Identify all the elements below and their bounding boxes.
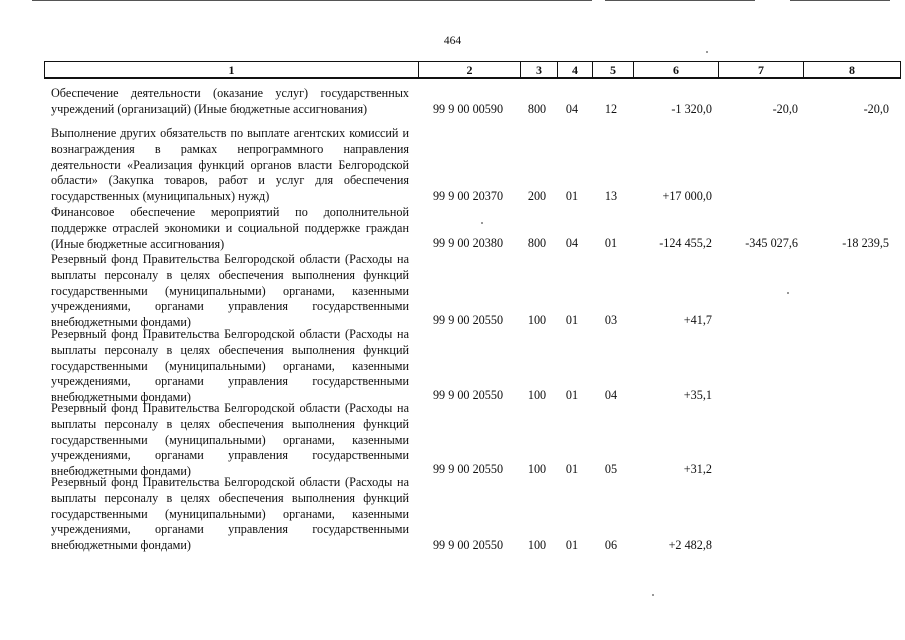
row-expense-type: 100 — [527, 313, 547, 328]
row-subsection: 12 — [604, 102, 618, 117]
column-header-2: 2 — [419, 62, 521, 79]
table-row — [0, 205, 905, 252]
row-section: 01 — [565, 189, 579, 204]
row-description: Резервный фонд Правительства Белгородской области (Расходы на выплаты персоналу в целях обеспечения выполнения функций государственными (муниципальными) органами, казенными учреждениями, органами управления государственными внебюджетными фондами) — [51, 252, 409, 330]
row-expense-type: 200 — [527, 189, 547, 204]
row-subsection: 01 — [604, 236, 618, 251]
row-description: Обеспечение деятельности (оказание услуг) государственных учреждений (организаций) (Иные бюджетные ассигнования) — [51, 86, 409, 116]
row-section: 01 — [565, 313, 579, 328]
row-amount-col8: -18 239,5 — [842, 236, 889, 251]
scan-speck — [706, 51, 708, 53]
row-subsection: 04 — [604, 388, 618, 403]
row-section: 01 — [565, 388, 579, 403]
scan-top-rule — [32, 0, 592, 1]
table-row — [0, 86, 905, 118]
row-subsection: 13 — [604, 189, 618, 204]
row-amount-col6: +41,7 — [683, 313, 712, 328]
row-section: 04 — [565, 236, 579, 251]
column-header-5: 5 — [593, 62, 634, 79]
scan-top-rule — [790, 0, 890, 1]
column-header-3: 3 — [521, 62, 558, 79]
row-amount-col6: +17 000,0 — [662, 189, 712, 204]
row-description: Выполнение других обязательств по выплате агентских комиссий и вознаграждения в рамках непрограммного направления деятельности «Реализация функций органов власти Белгородской области» (Закупка товаров, работ и услуг для обеспечения государственных (муниципальных) нужд) — [51, 126, 409, 204]
column-header-row — [44, 61, 901, 79]
row-description: Резервный фонд Правительства Белгородской области (Расходы на выплаты персоналу в целях обеспечения выполнения функций государственными (муниципальными) органами, казенными учреждениями, органами управления государственными внебюджетными фондами) — [51, 401, 409, 479]
row-description: Резервный фонд Правительства Белгородской области (Расходы на выплаты персоналу в целях обеспечения выполнения функций государственными (муниципальными) органами, казенными учреждениями, органами управления государственными внебюджетными фондами) — [51, 475, 409, 553]
table-row — [0, 327, 905, 404]
table-row — [0, 126, 905, 205]
row-subsection: 03 — [604, 313, 618, 328]
row-description: Финансовое обеспечение мероприятий по дополнительной поддержке отраслей экономики и социальной поддержке граждан (Иные бюджетные ассигнования) — [51, 205, 409, 251]
row-expense-type: 800 — [527, 102, 547, 117]
column-header-4: 4 — [558, 62, 593, 79]
row-code: 99 9 00 20550 — [432, 313, 504, 328]
table-row — [0, 401, 905, 478]
row-code: 99 9 00 20550 — [432, 388, 504, 403]
row-expense-type: 100 — [527, 462, 547, 477]
row-code: 99 9 00 00590 — [432, 102, 504, 117]
row-expense-type: 800 — [527, 236, 547, 251]
row-amount-col6: +2 482,8 — [668, 538, 712, 553]
column-header-8: 8 — [804, 62, 901, 79]
row-code: 99 9 00 20380 — [432, 236, 504, 251]
row-subsection: 05 — [604, 462, 618, 477]
row-code: 99 9 00 20550 — [432, 538, 504, 553]
row-amount-col7: -345 027,6 — [745, 236, 798, 251]
row-expense-type: 100 — [527, 388, 547, 403]
scan-top-rule — [605, 0, 755, 1]
row-code: 99 9 00 20370 — [432, 189, 504, 204]
column-header-1: 1 — [45, 62, 419, 79]
row-section: 01 — [565, 462, 579, 477]
row-amount-col6: +31,2 — [683, 462, 712, 477]
row-amount-col6: +35,1 — [683, 388, 712, 403]
column-header-6: 6 — [634, 62, 719, 79]
row-section: 01 — [565, 538, 579, 553]
column-header-7: 7 — [719, 62, 804, 79]
row-subsection: 06 — [604, 538, 618, 553]
scan-speck — [652, 594, 654, 596]
row-amount-col7: -20,0 — [772, 102, 798, 117]
row-expense-type: 100 — [527, 538, 547, 553]
page-number: 464 — [443, 35, 462, 47]
table-row — [0, 252, 905, 329]
row-code: 99 9 00 20550 — [432, 462, 504, 477]
row-amount-col6: -124 455,2 — [659, 236, 712, 251]
row-description: Резервный фонд Правительства Белгородской области (Расходы на выплаты персоналу в целях обеспечения выполнения функций государственными (муниципальными) органами, казенными учреждениями, органами управления государственными внебюджетными фондами) — [51, 327, 409, 405]
row-amount-col6: -1 320,0 — [671, 102, 712, 117]
table-row — [0, 475, 905, 554]
row-section: 04 — [565, 102, 579, 117]
row-amount-col8: -20,0 — [863, 102, 889, 117]
